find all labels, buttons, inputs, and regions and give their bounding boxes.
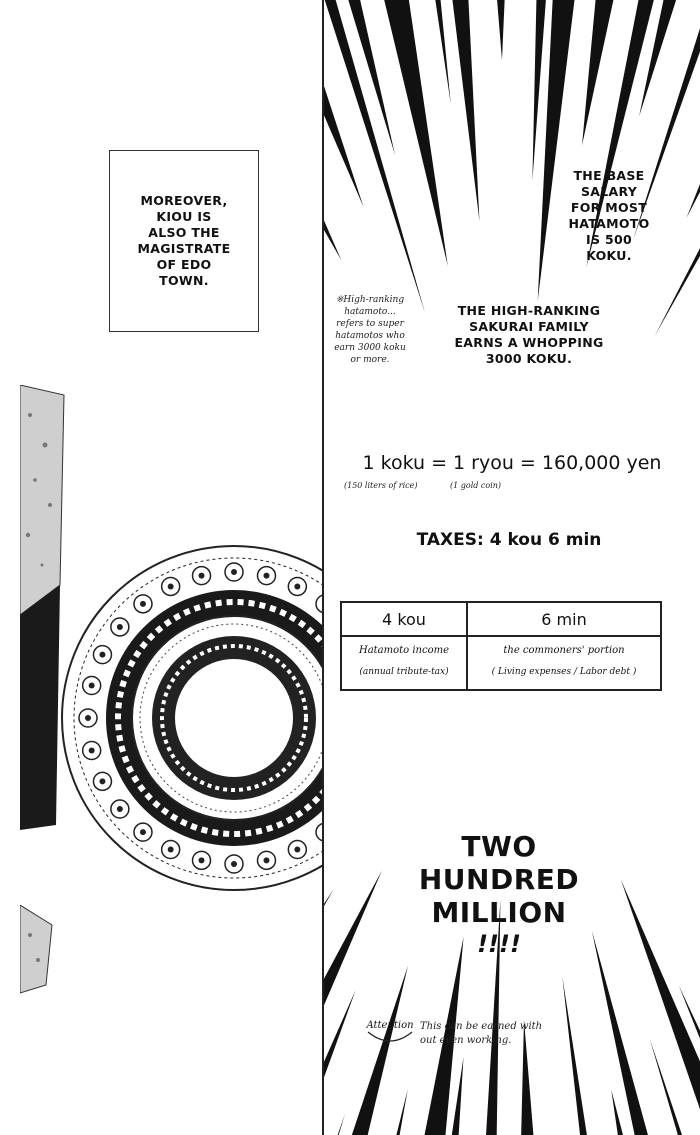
base-salary-caption: THE BASE SALARY FOR MOST HATAMOTO IS 500 KOKU. <box>568 168 650 263</box>
exclamation-marks: !!!! <box>477 930 521 958</box>
taxes-heading: TAXES: 4 kou 6 min <box>416 530 602 550</box>
min-parenthetical: ( Living expenses / Labor debt ) <box>491 667 637 677</box>
koku-note: (150 liters of rice) <box>344 481 418 490</box>
footnote-high-ranking: ※High-ranking hatamoto... refers to super hatamotos who earn 3000 koku or more. <box>334 295 406 365</box>
tax-cell-kou <box>342 603 468 689</box>
narration-caption: MOREOVER, KIOU IS ALSO THE MAGISTRATE OF EDO TOWN. <box>137 193 231 288</box>
left-panel <box>0 0 322 1135</box>
attention-label: Attention <box>366 1020 414 1031</box>
sakurai-family-caption: THE HIGH-RANKING SAKURAI FAMILY EARNS A WHOPPING 3000 KOKU. <box>454 303 604 366</box>
narration-caption-box <box>109 150 259 332</box>
ornamental-ring-illustration <box>56 540 322 896</box>
kou-description: Hatamoto income <box>358 645 450 656</box>
cell-divider <box>468 635 660 637</box>
min-description: the commoners' portion <box>503 645 625 656</box>
min-heading: 6 min <box>541 610 587 629</box>
fabric-scrap-illustration <box>20 905 54 995</box>
attention-note: This can be earned with out even working. <box>420 1021 543 1046</box>
ryou-note: (1 gold coin) <box>450 481 502 490</box>
kou-heading: 4 kou <box>382 610 426 629</box>
tax-cell-min <box>468 603 660 689</box>
tax-split-table <box>340 601 662 691</box>
two-hundred-million-exclaim: TWO HUNDRED MILLION <box>418 830 580 929</box>
kou-parenthetical: (annual tribute-tax) <box>359 667 449 677</box>
cell-divider <box>342 635 466 637</box>
right-panel <box>324 0 700 1135</box>
koku-equation: 1 koku = 1 ryou = 160,000 yen <box>362 452 662 474</box>
